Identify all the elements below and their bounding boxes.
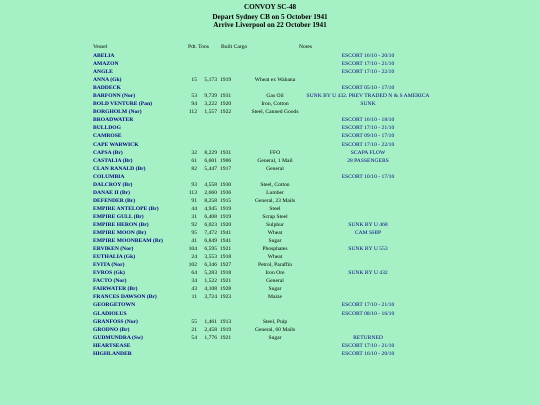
cargo-cell: General, 1 Mail <box>257 157 293 164</box>
tons-cell: 9,739 <box>204 93 217 100</box>
cargo-cell: Petrol, Paraffin <box>257 262 293 269</box>
vessel-name-cell: CASTALIA (Br) <box>93 157 133 164</box>
table-row <box>0 229 540 237</box>
tons-cell: 4,945 <box>204 205 217 212</box>
tons-cell: 2,458 <box>204 326 217 333</box>
notes-cell: SUNK BY U 432 <box>348 270 388 277</box>
table-row <box>0 342 540 350</box>
table-row <box>0 213 540 221</box>
table-row <box>0 116 540 124</box>
vessel-name-cell: FAIRWATER (Br) <box>93 286 138 293</box>
cargo-cell: Steel, Canned Goods <box>251 109 299 116</box>
built-cell: 1917 <box>220 165 232 172</box>
table-row <box>0 60 540 68</box>
pdt-cell: 55 <box>191 318 197 325</box>
vessel-name-cell: FACTO (Nor) <box>93 278 127 285</box>
notes-cell: ESCORT 16/10 - 20/10 <box>341 350 395 357</box>
table-row <box>0 237 540 245</box>
pdt-cell: 44 <box>191 205 197 212</box>
notes-cell: ESCORT 05/10 - 17/10 <box>341 85 395 92</box>
table-row <box>0 334 540 342</box>
vessel-name-cell: EVROS (Gk) <box>93 270 125 277</box>
vessel-name-cell: CAPSA (Br) <box>93 149 123 156</box>
cargo-cell: General <box>266 165 284 172</box>
cargo-cell: FFO <box>269 149 281 156</box>
pdt-cell: 112 <box>188 109 197 116</box>
vessel-name-cell: EMPIRE ANTELOPE (Br) <box>93 205 159 212</box>
pdt-cell: 104 <box>188 246 197 253</box>
cargo-cell: Iron, Cotton <box>261 101 289 108</box>
built-cell: 1918 <box>220 254 232 261</box>
cargo-cell: Iron Ore <box>265 270 285 277</box>
cargo-cell: Steel <box>269 205 281 212</box>
built-cell: 1920 <box>220 221 232 228</box>
tons-cell: 6,595 <box>204 246 217 253</box>
column-header-built-cargo: Built Cargo <box>221 44 248 50</box>
vessel-name-cell: BADDECK <box>93 85 121 92</box>
notes-cell: SCAPA FLOW <box>350 149 386 156</box>
pdt-cell: 32 <box>191 149 197 156</box>
vessel-name-cell: AMAZON <box>93 61 119 68</box>
table-row <box>0 205 540 213</box>
tons-cell: 4,108 <box>204 286 217 293</box>
cargo-cell: Steel, Cotton <box>260 181 290 188</box>
table-row <box>0 261 540 269</box>
notes-cell: ESCORT 10/10 - 17/10 <box>341 173 395 180</box>
table-row <box>0 108 540 116</box>
pdt-cell: 61 <box>191 157 197 164</box>
pdt-cell: 41 <box>191 238 197 245</box>
table-row <box>0 310 540 318</box>
tons-cell: 3,553 <box>204 254 217 261</box>
table-row <box>0 293 540 301</box>
vessel-name-cell: EMPIRE HERON (Br) <box>93 221 149 228</box>
notes-cell: SUNK <box>360 101 376 108</box>
page-title: CONVOY SC-48 <box>243 3 297 11</box>
cargo-cell: Wheat ex Wabana <box>254 77 296 84</box>
vessel-name-cell: EVITA (Nor) <box>93 262 125 269</box>
notes-cell: ESCORT 17/10 - 22/10 <box>341 141 395 148</box>
vessel-name-cell: EUTHALIA (Gk) <box>93 254 136 261</box>
table-row <box>0 100 540 108</box>
tons-cell: 7,472 <box>204 230 217 237</box>
departure-line: Depart Sydney CB on 5 October 1941 <box>212 13 328 21</box>
vessel-name-cell: GRODNO (Br) <box>93 326 130 333</box>
tons-cell: 3,724 <box>204 294 217 301</box>
tons-cell: 8,229 <box>204 149 217 156</box>
notes-cell: ESCORT 17/10 - 21/10 <box>341 125 395 132</box>
cargo-cell: Wheat <box>267 254 283 261</box>
tons-cell: 6,601 <box>204 157 217 164</box>
table-row <box>0 124 540 132</box>
table-row <box>0 181 540 189</box>
table-row <box>0 269 540 277</box>
built-cell: 1919 <box>220 213 232 220</box>
tons-cell: 3,222 <box>204 101 217 108</box>
pdt-cell: 92 <box>191 221 197 228</box>
pdt-cell: 53 <box>191 93 197 100</box>
pdt-cell: 11 <box>191 294 197 301</box>
table-row <box>0 301 540 309</box>
built-cell: 1919 <box>220 205 232 212</box>
built-cell: 1913 <box>220 318 232 325</box>
built-cell: 1921 <box>220 278 232 285</box>
cargo-cell: Lumber <box>266 189 284 196</box>
vessel-name-cell: FRANCES DAWSON (Br) <box>93 294 157 301</box>
table-row <box>0 221 540 229</box>
table-row <box>0 165 540 173</box>
vessel-name-cell: CLAN RANALD (Br) <box>93 165 146 172</box>
vessel-name-cell: EMPIRE GULL (Br) <box>93 213 144 220</box>
pdt-cell: 34 <box>191 278 197 285</box>
pdt-cell: 54 <box>191 334 197 341</box>
cargo-cell: General, 60 Mails <box>254 326 296 333</box>
cargo-cell: Scrap Steel <box>262 213 288 220</box>
built-cell: 1923 <box>220 294 232 301</box>
cargo-cell: General <box>266 278 284 285</box>
notes-cell: ESCORT 16/10 - 18/10 <box>341 117 395 124</box>
cargo-cell: Sugar <box>268 238 282 245</box>
tons-cell: 5,283 <box>204 270 217 277</box>
built-cell: 1921 <box>220 246 232 253</box>
cargo-cell: Gas Oil <box>266 93 284 100</box>
vessel-name-cell: DANAE II (Br) <box>93 189 130 196</box>
vessel-name-cell: EMPIRE MOONBEAM (Br) <box>93 238 163 245</box>
pdt-cell: 113 <box>188 189 197 196</box>
notes-cell: ESCORT 17/10 - 21/10 <box>341 342 395 349</box>
table-row <box>0 245 540 253</box>
pdt-cell: 82 <box>191 165 197 172</box>
tons-cell: 8,258 <box>204 197 217 204</box>
pdt-cell: 31 <box>191 213 197 220</box>
table-row <box>0 149 540 157</box>
cargo-cell: Maize <box>268 294 282 301</box>
built-cell: 1941 <box>220 238 232 245</box>
arrival-line: Arrive Liverpool on 22 October 1941 <box>213 21 327 29</box>
vessel-name-cell: BARFONN (Nor) <box>93 93 136 100</box>
pdt-cell: 24 <box>191 254 197 261</box>
table-row <box>0 132 540 140</box>
table-row <box>0 253 540 261</box>
built-cell: 1922 <box>220 109 232 116</box>
tons-cell: 6,023 <box>204 221 217 228</box>
notes-cell: ESCORT 17/10 - 21/10 <box>341 61 395 68</box>
notes-cell: CAM SHIP <box>354 230 382 237</box>
cargo-cell: Wheat <box>267 230 283 237</box>
pdt-cell: 91 <box>191 197 197 204</box>
cargo-cell: Sugar <box>268 286 282 293</box>
vessel-name-cell: GEORGETOWN <box>93 302 136 309</box>
table-row <box>0 285 540 293</box>
tons-cell: 1,461 <box>204 318 217 325</box>
tons-cell: 5,447 <box>204 165 217 172</box>
cargo-cell: Sugar <box>268 334 282 341</box>
vessel-name-cell: HEARTSEASE <box>93 342 131 349</box>
vessel-name-cell: DALCROY (Br) <box>93 181 133 188</box>
built-cell: 1921 <box>220 334 232 341</box>
vessel-name-cell: CAMROSE <box>93 133 122 140</box>
table-row <box>0 350 540 358</box>
built-cell: 1906 <box>220 157 232 164</box>
tons-cell: 6,849 <box>204 238 217 245</box>
built-cell: 1918 <box>220 270 232 277</box>
table-row <box>0 157 540 165</box>
built-cell: 1928 <box>220 286 232 293</box>
built-cell: 1936 <box>220 189 232 196</box>
pdt-cell: 95 <box>191 230 197 237</box>
tons-cell: 6,408 <box>204 213 217 220</box>
pdt-cell: 43 <box>191 286 197 293</box>
tons-cell: 1,776 <box>204 334 217 341</box>
table-row <box>0 318 540 326</box>
table-row <box>0 68 540 76</box>
pdt-cell: 102 <box>188 262 197 269</box>
tons-cell: 6,346 <box>204 262 217 269</box>
tons-cell: 2,660 <box>204 189 217 196</box>
notes-cell: ESCORT 16/10 - 20/10 <box>341 53 395 59</box>
vessel-name-cell: HIGHLANDER <box>93 350 132 357</box>
tons-cell: 1,557 <box>204 109 217 116</box>
built-cell: 1930 <box>220 181 232 188</box>
vessel-name-cell: ERVIKEN (Nor) <box>93 246 134 253</box>
built-cell: 1941 <box>220 230 232 237</box>
notes-cell: ESCORT 17/10 - 21/10 <box>341 302 395 309</box>
built-cell: 1931 <box>220 149 232 156</box>
notes-cell: ESCORT 09/10 - 17/10 <box>341 133 395 140</box>
convoy-table <box>0 52 540 358</box>
notes-cell: SUNK BY U 432. PREV TRADED N & S AMERICA <box>306 93 430 100</box>
vessel-name-cell: EMPIRE MOON (Br) <box>93 230 147 237</box>
built-cell: 1920 <box>220 101 232 108</box>
column-header-pdt-tons: Pdt. Tons <box>188 44 209 50</box>
pdt-cell: 64 <box>191 270 197 277</box>
tons-cell: 1,522 <box>204 278 217 285</box>
table-row <box>0 52 540 60</box>
vessel-name-cell: COLUMBIA <box>93 173 125 180</box>
built-cell: 1927 <box>220 262 232 269</box>
column-header-vessel: Vessel <box>93 44 108 50</box>
tons-cell: 5,173 <box>204 77 217 84</box>
notes-cell: 28 PASSENGERS <box>347 157 389 164</box>
tons-cell: 4,558 <box>204 181 217 188</box>
vessel-name-cell: CAPE WARWICK <box>93 141 139 148</box>
cargo-cell: Phosphates <box>262 246 288 253</box>
column-header-notes: Notes <box>299 44 313 50</box>
notes-cell: ESCORT 17/10 - 22/10 <box>341 69 395 76</box>
table-row <box>0 173 540 181</box>
built-cell: 1919 <box>220 326 232 333</box>
notes-cell: ESCORT 08/10 - 16/10 <box>341 310 395 317</box>
table-row <box>0 76 540 84</box>
table-row <box>0 92 540 100</box>
vessel-name-cell: GUDMUNDRA (Sw) <box>93 334 143 341</box>
cargo-cell: Steel, Pulp <box>262 318 288 325</box>
cargo-cell: Sulphur <box>266 221 284 228</box>
vessel-name-cell: BROADWATER <box>93 117 134 124</box>
table-row <box>0 189 540 197</box>
notes-cell: SUNK BY U 468 <box>348 221 388 228</box>
pdt-cell: 21 <box>191 326 197 333</box>
table-row <box>0 84 540 92</box>
pdt-cell: 15 <box>191 77 197 84</box>
built-cell: 1931 <box>220 93 232 100</box>
table-row <box>0 277 540 285</box>
vessel-name-cell: GLADIOLUS <box>93 310 127 317</box>
notes-cell: RETURNED <box>353 334 383 341</box>
vessel-name-cell: BORGHOLM (Nor) <box>93 109 142 116</box>
vessel-name-cell: DEFENDER (Br) <box>93 197 136 204</box>
notes-cell: SUNK BY U 553 <box>348 246 388 253</box>
vessel-name-cell: BULLDOG <box>93 125 121 132</box>
table-row <box>0 326 540 334</box>
vessel-name-cell: ABELIA <box>93 53 115 59</box>
pdt-cell: 93 <box>191 181 197 188</box>
built-cell: 1919 <box>220 77 232 84</box>
cargo-cell: General, 23 Mails <box>254 197 296 204</box>
built-cell: 1915 <box>220 197 232 204</box>
vessel-name-cell: GRANFOSS (Nor) <box>93 318 138 325</box>
vessel-name-cell: BOLD VENTURE (Pan) <box>93 101 152 108</box>
pdt-cell: 94 <box>191 101 197 108</box>
table-row <box>0 141 540 149</box>
table-row <box>0 197 540 205</box>
vessel-name-cell: ANNA (Gk) <box>93 77 122 84</box>
vessel-name-cell: ANGLE <box>93 69 113 76</box>
